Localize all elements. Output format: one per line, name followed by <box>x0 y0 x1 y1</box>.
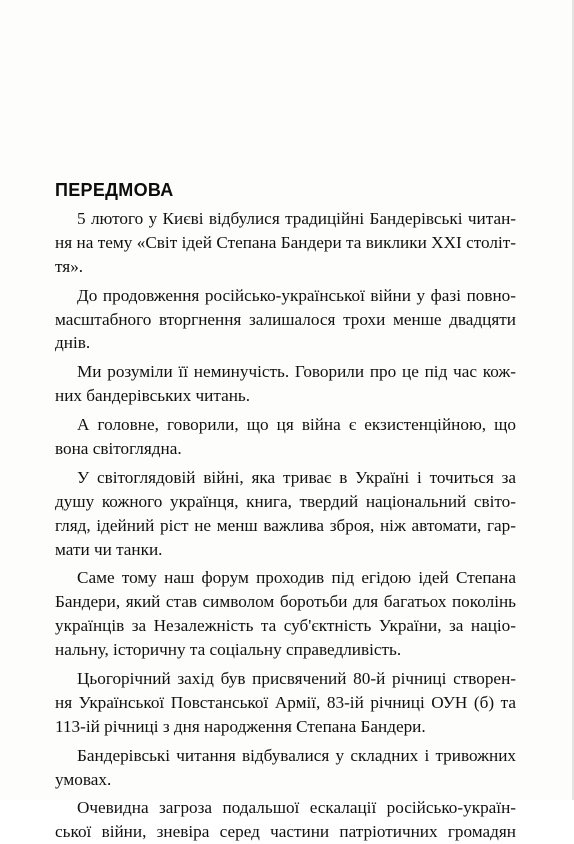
text-line: масштабного вторгнення залишалося трохи менше двадцяти <box>55 309 516 329</box>
text-line: тя». <box>55 256 84 276</box>
text-line: А головне, говорили, що ця війна є екзистенційною, що <box>77 415 516 435</box>
text-line: гляд, ідейний ріст не менш важлива зброя, ніж автомати, гар- <box>55 515 516 535</box>
text-line: ня на тему «Світ ідей Степана Бандери та виклики XXI століт- <box>55 232 516 252</box>
paragraph <box>55 566 516 662</box>
text-line: ня Української Повстанської Армії, 83-ій річниці ОУН (б) та <box>55 692 516 712</box>
text-line: умовах. <box>55 769 112 789</box>
text-body <box>55 178 516 844</box>
paragraph <box>55 667 516 739</box>
text-line: мати чи танки. <box>55 539 163 559</box>
text-line: них бандерівських читань. <box>55 386 251 406</box>
text-line: Бандери, який став символом боротьби для багатьох поколінь <box>55 592 516 612</box>
paragraph <box>55 360 516 408</box>
text-line: українців за Незалежність та суб'єктність України, за націо- <box>55 616 516 636</box>
text-line: нальну, історичну та соціальну справедливість. <box>55 640 402 660</box>
text-line: 5 лютого у Києві відбулися традиційні Бандерівські читан- <box>77 209 516 228</box>
text-line: ської війни, зневіра серед частини патріотичних громадян <box>55 822 516 842</box>
text-line: душу кожного українця, книга, твердий національний світо- <box>55 491 516 511</box>
paragraph <box>55 284 516 356</box>
text-line: Цьогорічний захід був присвячений 80-й річниці створен- <box>77 669 516 689</box>
paragraph <box>55 796 516 844</box>
text-line: днів. <box>55 333 91 353</box>
text-line: До продовження російсько-української війни у фазі повно- <box>77 285 516 305</box>
paragraph <box>55 207 516 279</box>
paragraph <box>55 466 516 562</box>
paragraph <box>55 744 516 792</box>
text-line: 113-ій річниці з дня народження Степана Бандери. <box>55 716 426 736</box>
text-line: вона світоглядна. <box>55 439 182 459</box>
text-line: Бандерівські читання відбувалися у складних і тривожних <box>77 745 516 765</box>
text-line: Очевидна загроза подальшої ескалації російсько-україн- <box>77 798 516 818</box>
text-line: Ми розуміли її неминучість. Говорили про це під час кож- <box>77 362 516 382</box>
paragraph <box>55 413 516 461</box>
text-line: Саме тому наш форум проходив під егідою ідей Степана <box>77 568 516 588</box>
text-line: У світоглядовій війні, яка триває в Україні і точиться за <box>77 467 516 487</box>
section-heading: ПЕРЕДМОВА <box>55 180 174 200</box>
